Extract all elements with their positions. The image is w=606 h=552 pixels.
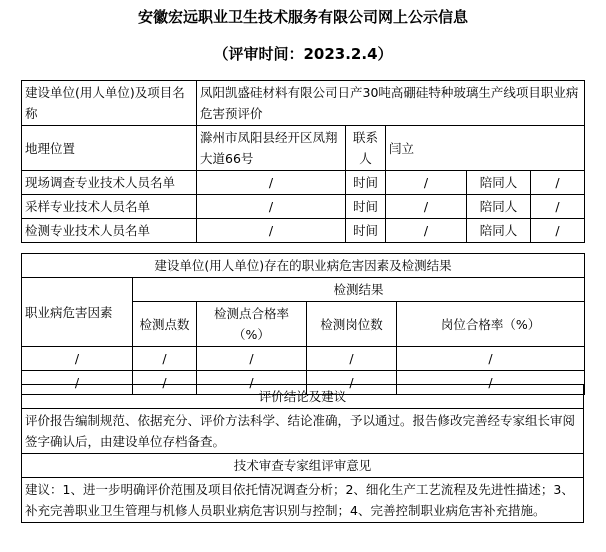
row2-point-rate: /	[197, 371, 307, 395]
contact-label: 联系人	[346, 126, 386, 171]
hazard-table	[21, 253, 585, 395]
col-post-rate: 岗位合格率（%）	[397, 302, 585, 347]
sampling-accompany-label: 陪同人	[467, 195, 531, 219]
page-title: 安徽宏远职业卫生技术服务有限公司网上公示信息	[137, 8, 468, 26]
survey-time: /	[386, 171, 467, 195]
review-time: （评审时间：2023.2.4）	[213, 45, 393, 63]
testing-time-label: 时间	[346, 219, 386, 243]
row1-factor: /	[22, 347, 133, 371]
opinion-title: 技术审查专家组评审意见	[22, 454, 584, 478]
survey-value: /	[197, 171, 346, 195]
survey-label: 现场调查专业技术人员名单	[22, 171, 197, 195]
opinion-text: 建议：1、进一步明确评价范围及项目依托情况调查分析；2、细化生产工艺流程及先进性描述；3、补充完善职业卫生管理与机修人员职业病危害识别与控制；4、完善控制职业病危害补充措施。	[22, 478, 584, 523]
sampling-accompany: /	[531, 195, 585, 219]
row2-points: /	[133, 371, 197, 395]
row2-posts: /	[307, 371, 397, 395]
sampling-value: /	[197, 195, 346, 219]
sampling-label: 采样专业技术人员名单	[22, 195, 197, 219]
survey-accompany: /	[531, 171, 585, 195]
table-row	[22, 347, 585, 371]
row2-post-rate: /	[397, 371, 585, 395]
conclusion-text: 评价报告编制规范、依据充分、评价方法科学、结论准确，予以通过。报告修改完善经专家组长审阅签字确认后，由建设单位存档备查。	[22, 409, 584, 454]
sampling-time-label: 时间	[346, 195, 386, 219]
conclusion-table	[21, 384, 584, 523]
testing-accompany-label: 陪同人	[467, 219, 531, 243]
sampling-time: /	[386, 195, 467, 219]
conclusion-title: 评价结论及建议	[22, 385, 584, 409]
hazard-section-title: 建设单位(用人单位)存在的职业病危害因素及检测结果	[22, 254, 585, 278]
col-points: 检测点数	[133, 302, 197, 347]
survey-accompany-label: 陪同人	[467, 171, 531, 195]
row1-posts: /	[307, 347, 397, 371]
results-label: 检测结果	[133, 278, 585, 302]
info-table	[21, 80, 585, 243]
testing-accompany: /	[531, 219, 585, 243]
testing-value: /	[197, 219, 346, 243]
location-label: 地理位置	[22, 126, 197, 171]
location-value: 滁州市凤阳县经开区凤翔大道66号	[197, 126, 346, 171]
testing-time: /	[386, 219, 467, 243]
factor-label: 职业病危害因素	[22, 278, 133, 347]
unit-value: 凤阳凯盛硅材料有限公司日产30吨高硼硅特种玻璃生产线项目职业病危害预评价	[197, 81, 585, 126]
col-posts: 检测岗位数	[307, 302, 397, 347]
row1-point-rate: /	[197, 347, 307, 371]
col-point-rate: 检测点合格率（%）	[197, 302, 307, 347]
unit-label: 建设单位(用人单位)及项目名称	[22, 81, 197, 126]
row2-factor: /	[22, 371, 133, 395]
contact-value: 闫立	[386, 126, 585, 171]
row1-post-rate: /	[397, 347, 585, 371]
row1-points: /	[133, 347, 197, 371]
survey-time-label: 时间	[346, 171, 386, 195]
testing-label: 检测专业技术人员名单	[22, 219, 197, 243]
